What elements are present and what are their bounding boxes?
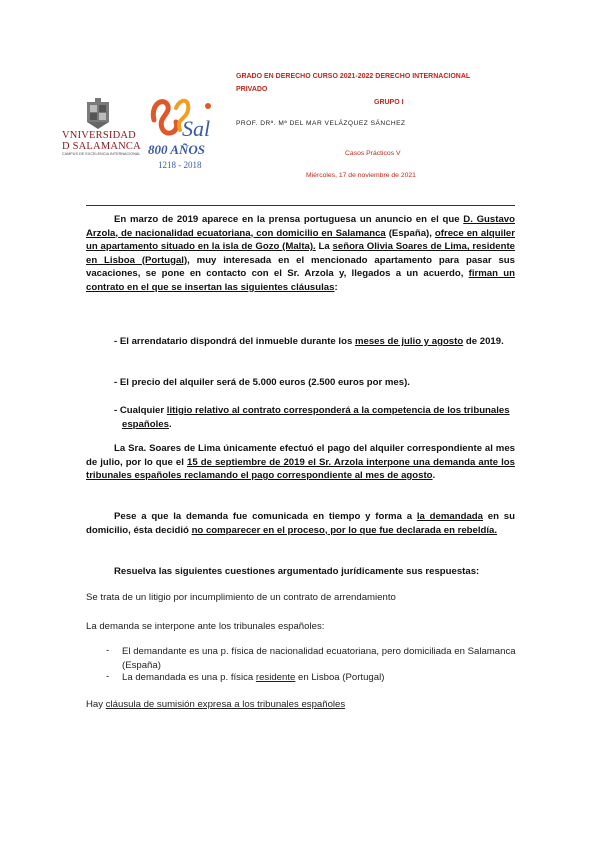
doc-type: Casos Prácticos V [345,150,401,157]
clause-2: - El precio del alquiler será de 5.000 euros (2.500 euros por mes). [114,377,410,388]
p1-underline-2: ofrece en alquiler un apartamento situado en la isla de Gozo (Malta). [86,227,515,252]
p2-text-b: . [432,470,436,481]
answer-1: Se trata de un litigio por incumplimiento de un contrato de arrendamiento [86,592,396,603]
university-name-line2: D SALAMANCA [62,141,141,152]
university-name-line1: VNIVERSIDAD [62,130,136,141]
p1-underline-4: firman un contrato en el que se insertan las siguientes cláusulas [86,268,515,293]
anniversary-text: 800 AÑOS [148,142,205,157]
answer-3-text-a: Hay [86,699,106,710]
p2-text-a: La Sra. Soares de Lima únicamente efectuó el pago del alquiler correspondiente al mes de julio, por lo que el [86,443,515,468]
university-shield-icon [83,98,113,130]
group-label: GRUPO I [374,99,404,106]
bullet-mark-2: - [106,671,110,682]
bullet-mark-1: - [106,645,110,656]
clause-3 [114,404,524,431]
bullet-1: El demandante es una p. física de nacionalidad ecuatoriana, pero domiciliada en Salamanca (España) [122,646,516,671]
p2-underline: 15 de septiembre de 2019 el Sr. Arzola interpone una demanda ante los tribunales españoles reclamando el pago correspondiente al mes de agosto [86,456,516,481]
clause-1 [114,335,524,349]
p3-text-a: Pese a que la demanda fue comunicada en tiempo y forma a [114,511,417,522]
course-title-line1: GRADO EN DERECHO CURSO 2021-2022 DERECHO INTERNACIONAL [236,73,471,80]
paragraph-2 [86,442,515,483]
clause-3-text-a: - Cualquier [114,405,167,416]
anniversary-logo [146,92,224,178]
p1-underline-1: D. Gustavo Arzola, de nacionalidad ecuatoriana, con domicilio en Salamanca [86,214,515,239]
instruction: Resuelva las siguientes cuestiones argumentado jurídicamente sus respuestas: [114,566,480,577]
clause-3-text-b: . [168,418,172,430]
professor-name: PROF. DRª. Mª DEL MAR VELÁZQUEZ SÁNCHEZ [236,120,406,127]
p3-text-b: en su domicilio, ésta decidió [86,511,515,536]
bullet-2-text-a: La demandada es una p. física [122,672,256,683]
p1-text-d: , muy interesada en el mencionado apartamento para pasar sus vacaciones, se pone en contacto con el Sr. Arzola y, llegados a un acuerdo, [86,254,515,279]
anniversary-years: 1218 - 2018 [158,160,202,170]
bullet-2-text-b: en Lisboa (Portugal) [295,672,385,683]
answer-2: La demanda se interpone ante los tribunales españoles: [86,621,325,632]
p3-underline-2: no comparecer en el proceso, por lo que fue declarada en rebeldía. [191,524,498,536]
clause-1-text-a: - El arrendatario dispondrá del inmueble durante los [114,336,355,347]
clause-1-text-b: de 2019. [463,336,504,347]
clause-1-underline: meses de julio y agosto [354,336,464,347]
course-title-line2: PRIVADO [236,86,268,93]
answer-3-underline: cláusula de sumisión expresa a los tribunales españoles [105,699,346,710]
svg-text:Sal: Sal [182,116,211,141]
university-tagline: CAMPUS DE EXCELENCIA INTERNACIONAL [62,152,141,156]
bullet-2-underline: residente [255,672,296,683]
p1-underline-3: señora Olivia Soares de Lima, residente en Lisboa (Portugal) [86,241,516,266]
p3-underline-1: la demandada [416,511,483,522]
bullet-2 [122,671,516,685]
university-logo [62,98,141,156]
p1-text-a: En marzo de 2019 aparece en la prensa portuguesa un anuncio en el que [114,214,464,225]
header-divider [86,205,515,206]
paragraph-3 [86,510,515,537]
answer-3 [86,698,515,712]
p1-text-c: La [315,241,333,252]
p1-text-e: : [334,281,338,293]
paragraph-1 [86,213,515,294]
clause-3-underline: litigio relativo al contrato corresponderá a la competencia de los tribunales españoles [122,405,510,430]
p1-text-b: (España), [385,227,435,239]
doc-date: Miércoles, 17 de noviembre de 2021 [306,172,416,179]
